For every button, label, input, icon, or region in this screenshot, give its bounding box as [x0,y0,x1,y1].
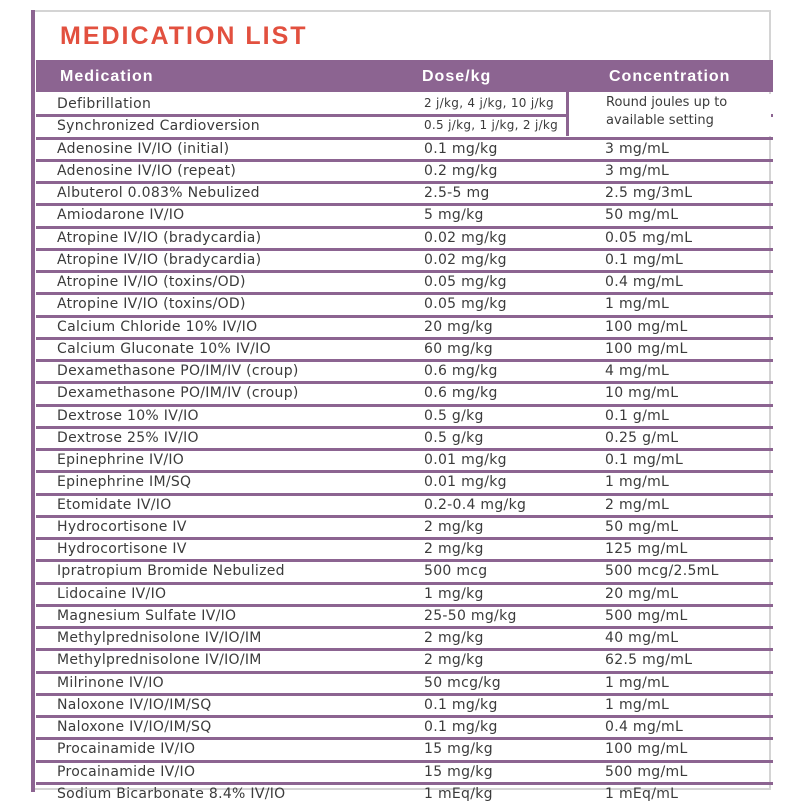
cell-dose: 500 mcg [424,563,488,580]
cell-concentration: 40 mg/mL [605,630,679,646]
cell-medication: Methylprednisolone IV/IO/IM [57,652,262,669]
medication-table [33,92,773,804]
dose-column-divider [566,92,569,136]
cell-concentration: 125 mg/mL [605,541,688,557]
cell-medication: Atropine IV/IO (bradycardia) [57,229,262,246]
cell-dose: 0.02 mg/kg [424,229,507,246]
cell-concentration: 3 mg/mL [605,162,670,179]
header-dose: Dose/kg [422,68,492,85]
cell-dose: 0.05 mg/kg [424,296,507,313]
row-divider [36,359,773,362]
cell-concentration: 1 mg/mL [605,696,670,713]
table-row [33,515,773,537]
table-row [33,715,773,737]
cell-concentration: 0.4 mg/mL [605,719,684,735]
cell-dose: 0.6 mg/kg [424,363,498,379]
cell-concentration: 1 mg/mL [605,296,670,313]
cell-dose: 0.2 mg/kg [424,162,498,179]
row-divider [36,693,773,696]
cell-concentration: 500 mg/mL [605,763,688,780]
table-row [33,760,773,782]
joules-note: Round joules up to available setting [601,94,771,136]
cell-concentration: 0.1 g/mL [605,407,670,424]
cell-concentration: 100 mg/mL [605,741,688,758]
cell-dose: 0.1 mg/kg [424,696,498,713]
cell-concentration: 100 mg/mL [605,340,688,357]
row-divider [36,381,773,384]
row-divider [36,470,773,473]
row-divider [36,782,773,785]
table-header [36,60,773,92]
cell-concentration: 100 mg/mL [605,318,688,335]
cell-dose: 0.02 mg/kg [424,251,507,268]
cell-medication: Milrinone IV/IO [57,674,164,691]
cell-medication: Etomidate IV/IO [57,496,172,513]
table-row [33,648,773,670]
cell-medication: Atropine IV/IO (bradycardia) [57,251,262,268]
cell-dose: 0.05 mg/kg [424,274,507,290]
cell-concentration: 0.25 g/mL [605,429,679,446]
row-divider [36,315,773,318]
cell-concentration: 0.4 mg/mL [605,274,684,290]
row-divider [36,448,773,451]
cell-concentration: 2 mg/mL [605,496,670,513]
table-row [33,626,773,648]
medication-list-card [31,10,771,802]
cell-medication: Procainamide IV/IO [57,763,196,780]
cell-medication: Epinephrine IV/IO [57,452,185,468]
cell-medication: Dextrose 10% IV/IO [57,407,199,424]
cell-concentration: 1 mg/mL [605,674,670,691]
table-row [33,559,773,581]
table-row [33,426,773,448]
table-row [33,493,773,515]
cell-dose: 0.6 mg/kg [424,385,498,402]
cell-medication: Procainamide IV/IO [57,741,196,758]
row-divider [36,248,773,251]
cell-medication: Naloxone IV/IO/IM/SQ [57,696,212,713]
cell-concentration: 50 mg/mL [605,518,679,535]
cell-medication: Amiodarone IV/IO [57,207,185,224]
cell-concentration: 0.05 mg/mL [605,229,693,246]
table-row [33,582,773,604]
cell-dose: 1 mEq/kg [424,785,493,802]
table-row [33,448,773,470]
table-row [33,381,773,403]
row-divider [36,648,773,651]
cell-dose: 15 mg/kg [424,741,493,758]
page-title: MEDICATION LIST [60,22,308,50]
cell-medication: Calcium Gluconate 10% IV/IO [57,340,271,357]
table-row [33,315,773,337]
cell-dose: 0.5 g/kg [424,429,484,446]
row-divider [36,671,773,674]
cell-dose: 2 mg/kg [424,541,484,557]
cell-concentration: 1 mEq/mL [605,785,679,802]
table-row [33,470,773,492]
row-divider [36,404,773,407]
cell-dose: 0.1 mg/kg [424,140,498,157]
row-divider [36,760,773,763]
row-divider [36,537,773,540]
table-row [33,159,773,181]
cell-dose: 50 mcg/kg [424,674,501,691]
cell-dose: 2 j/kg, 4 j/kg, 10 j/kg [424,96,554,110]
cell-concentration: 20 mg/mL [605,585,679,602]
cell-medication: Atropine IV/IO (toxins/OD) [57,296,246,313]
row-divider [36,493,773,496]
table-row [33,404,773,426]
row-divider [36,559,773,562]
cell-dose: 5 mg/kg [424,207,484,224]
cell-concentration: 500 mcg/2.5mL [605,563,719,580]
cell-dose: 2.5-5 mg [424,185,490,201]
row-divider [36,226,773,229]
header-concentration: Concentration [609,68,731,85]
cell-dose: 2 mg/kg [424,652,484,669]
row-divider [36,337,773,340]
cell-medication: Albuterol 0.083% Nebulized [57,185,260,201]
row-divider [36,159,773,162]
cell-dose: 1 mg/kg [424,585,484,602]
cell-medication: Synchronized Cardioversion [57,118,260,135]
table-row [33,292,773,314]
table-row [33,226,773,248]
row-divider [36,515,773,518]
row-divider [36,426,773,429]
row-divider [36,715,773,718]
table-row [33,693,773,715]
table-row [33,248,773,270]
table-row [33,137,773,159]
cell-concentration: 0.1 mg/mL [605,251,684,268]
header-medication: Medication [60,68,154,85]
cell-medication: Adenosine IV/IO (initial) [57,140,230,157]
table-row [33,203,773,225]
cell-medication: Adenosine IV/IO (repeat) [57,162,237,179]
table-row [33,737,773,759]
cell-medication: Dextrose 25% IV/IO [57,429,199,446]
cell-concentration: 10 mg/mL [605,385,679,402]
cell-concentration: 3 mg/mL [605,140,670,157]
table-row [33,270,773,292]
cell-concentration: 50 mg/mL [605,207,679,224]
cell-dose: 25-50 mg/kg [424,607,517,624]
cell-concentration: 4 mg/mL [605,363,670,379]
cell-dose: 0.5 g/kg [424,407,484,424]
row-divider [36,270,773,273]
cell-medication: Hydrocortisone IV [57,541,187,557]
table-row [33,337,773,359]
cell-medication: Hydrocortisone IV [57,518,187,535]
cell-medication: Calcium Chloride 10% IV/IO [57,318,258,335]
cell-concentration: 62.5 mg/mL [605,652,693,669]
cell-medication: Dexamethasone PO/IM/IV (croup) [57,385,299,402]
cell-medication: Epinephrine IM/SQ [57,474,192,491]
cell-dose: 20 mg/kg [424,318,493,335]
cell-dose: 0.01 mg/kg [424,452,507,468]
row-divider [36,137,773,140]
cell-concentration: 2.5 mg/3mL [605,185,693,201]
cell-concentration: 0.1 mg/mL [605,452,684,468]
row-divider [36,292,773,295]
table-row [33,671,773,693]
cell-medication: Naloxone IV/IO/IM/SQ [57,719,212,735]
cell-dose: 2 mg/kg [424,630,484,646]
cell-dose: 0.1 mg/kg [424,719,498,735]
cell-medication: Lidocaine IV/IO [57,585,167,602]
cell-dose: 0.2-0.4 mg/kg [424,496,527,513]
row-divider [36,626,773,629]
cell-concentration: 1 mg/mL [605,474,670,491]
cell-dose: 0.5 j/kg, 1 j/kg, 2 j/kg [424,118,559,133]
cell-medication: Methylprednisolone IV/IO/IM [57,630,262,646]
cell-dose: 60 mg/kg [424,340,493,357]
table-row [33,782,773,804]
cell-medication: Atropine IV/IO (toxins/OD) [57,274,246,290]
cell-dose: 2 mg/kg [424,518,484,535]
table-row [33,604,773,626]
cell-medication: Magnesium Sulfate IV/IO [57,607,237,624]
row-divider [36,203,773,206]
table-row [33,537,773,559]
cell-medication: Sodium Bicarbonate 8.4% IV/IO [57,785,286,802]
cell-medication: Dexamethasone PO/IM/IV (croup) [57,363,299,379]
table-row [33,359,773,381]
cell-concentration: 500 mg/mL [605,607,688,624]
cell-dose: 15 mg/kg [424,763,493,780]
table-row [33,181,773,203]
cell-dose: 0.01 mg/kg [424,474,507,491]
cell-medication: Ipratropium Bromide Nebulized [57,563,285,580]
row-divider [36,582,773,585]
row-divider [36,737,773,740]
cell-medication: Defibrillation [57,96,152,112]
row-divider [36,181,773,184]
row-divider [36,604,773,607]
